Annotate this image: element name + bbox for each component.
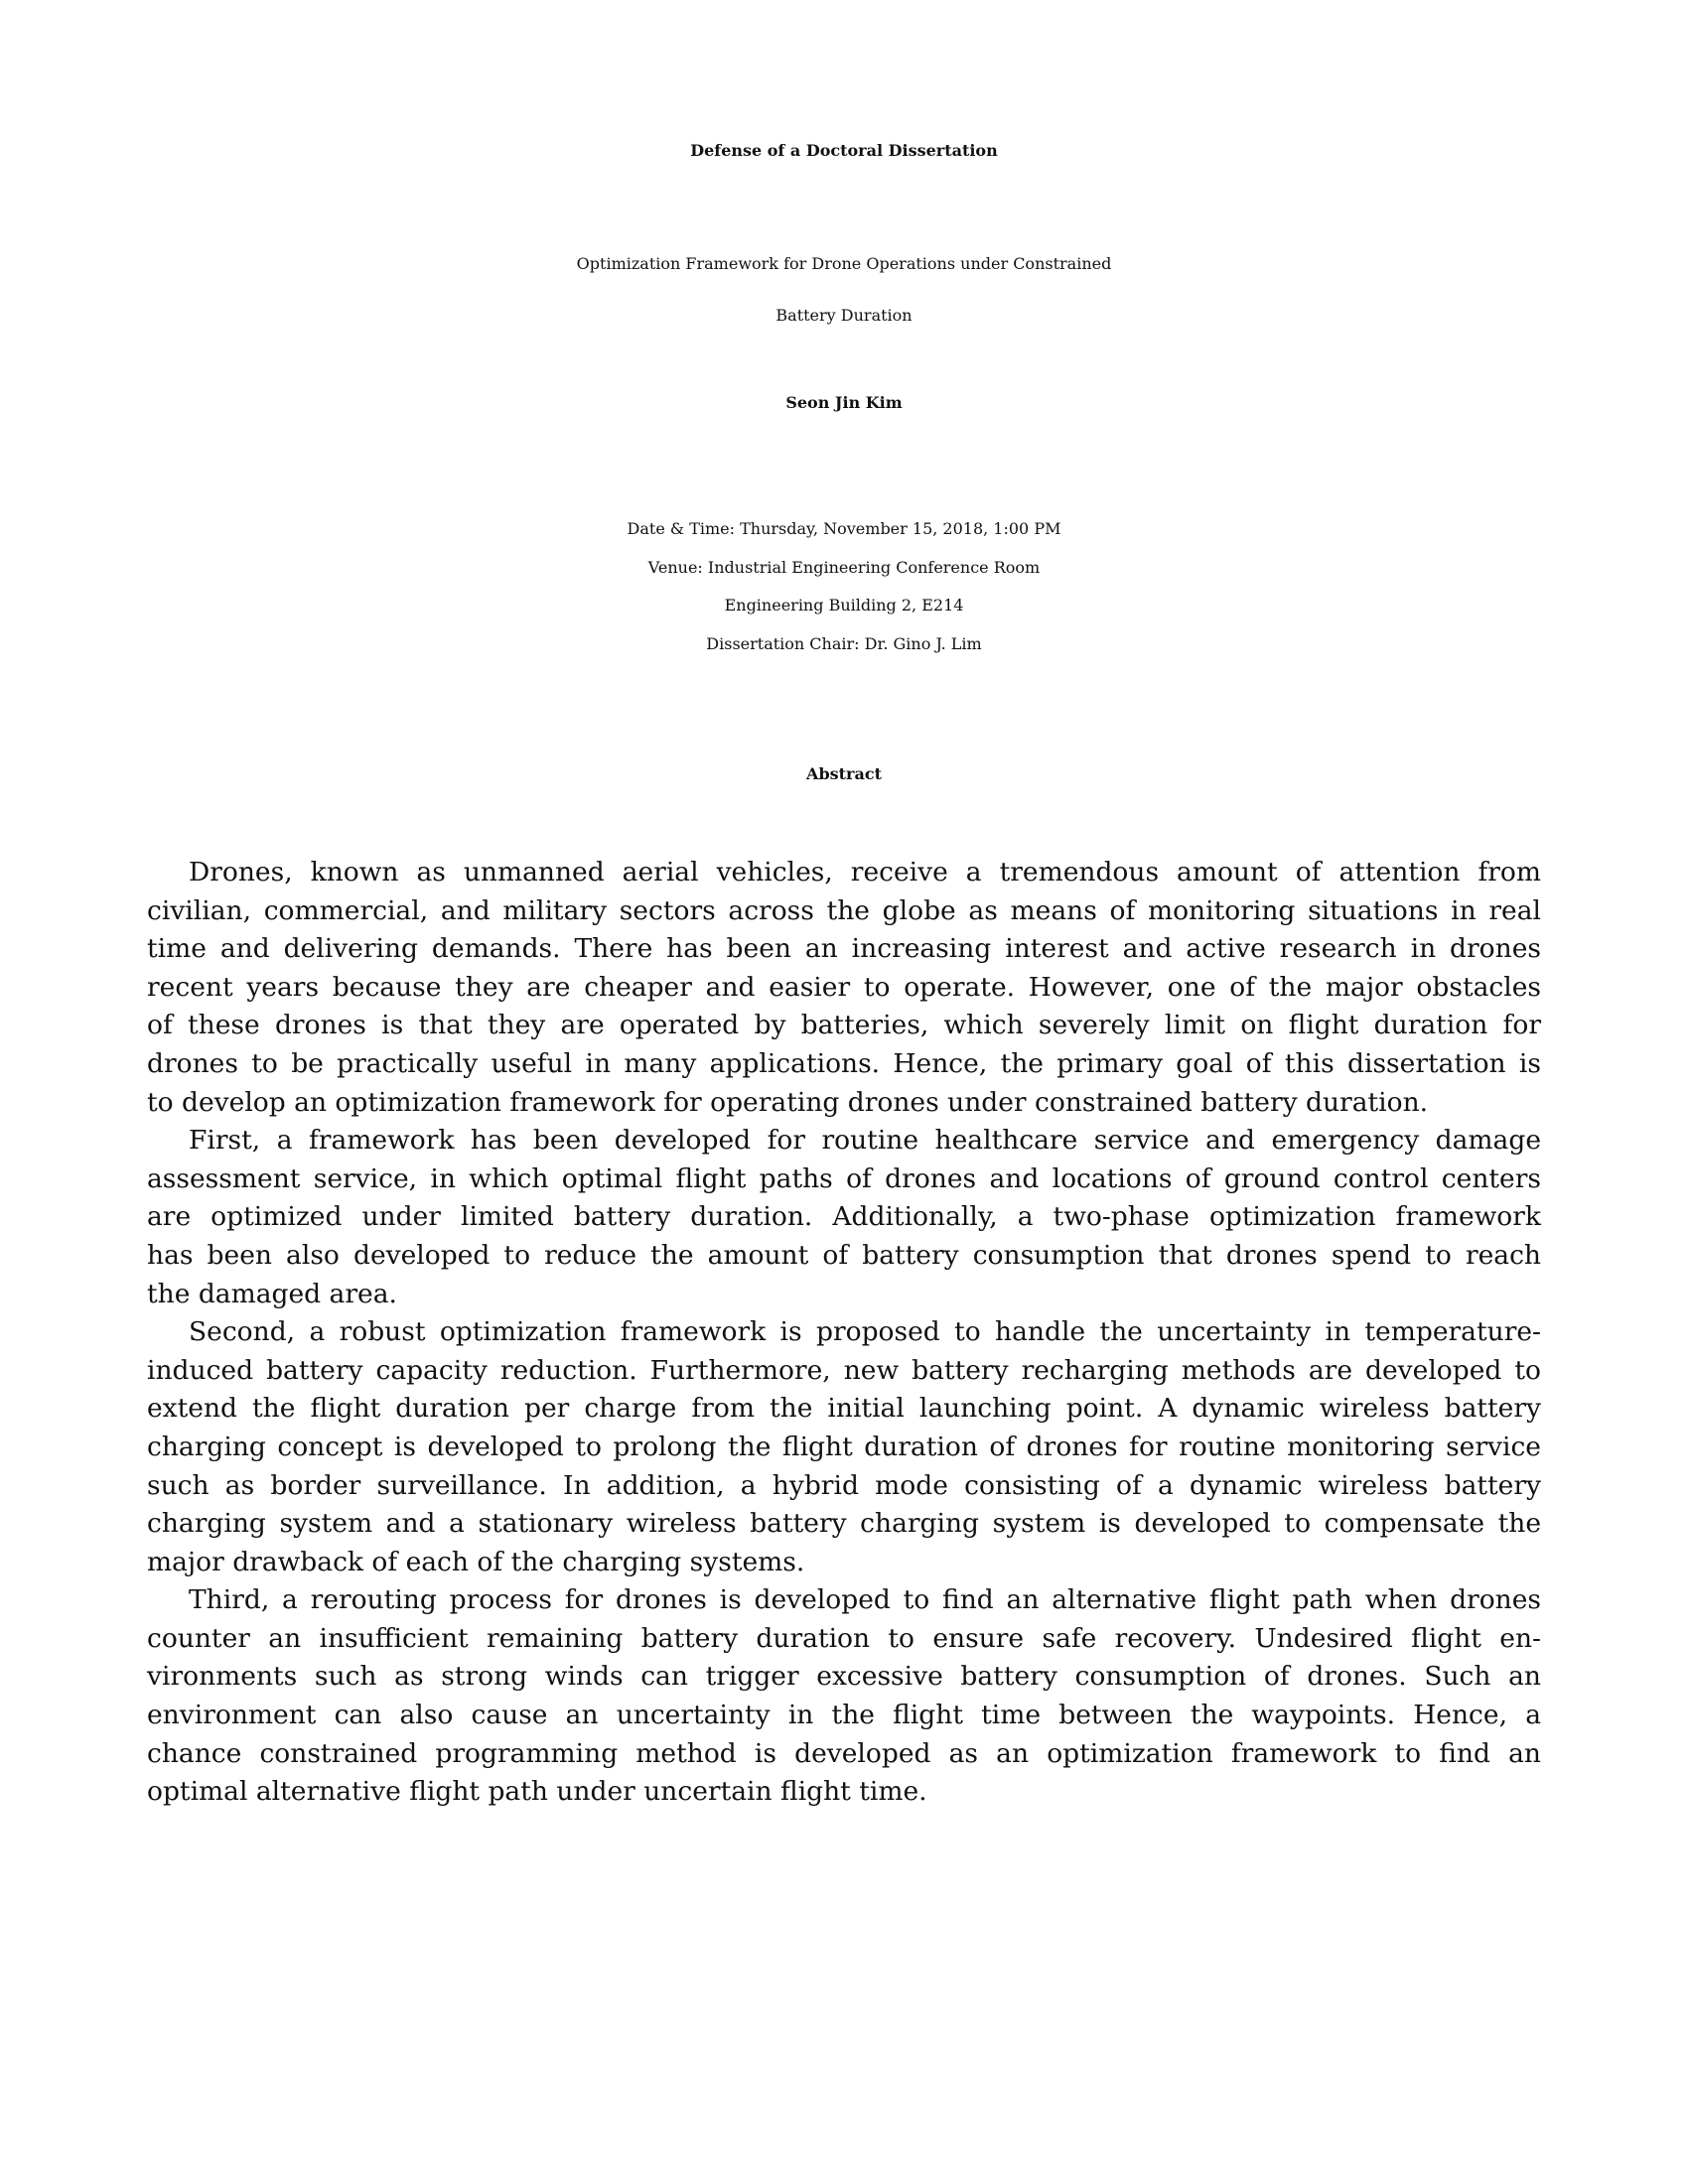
title-line: Battery Duration bbox=[775, 306, 913, 325]
paragraph-line: Drones, known as unmanned aerial vehicles, receive a tremendous amount of attention from bbox=[189, 857, 1541, 887]
paragraph-line: induced battery capacity reduction. Furthermore, new battery recharging methods are developed to bbox=[147, 1354, 1541, 1386]
document-kicker: Defense of a Doctoral Dissertation bbox=[690, 141, 998, 160]
author-name: Seon Jin Kim bbox=[785, 393, 903, 412]
paragraph-line: optimal alternative flight path under uncertain flight time. bbox=[147, 1776, 927, 1808]
dissertation-chair: Dissertation Chair: Dr. Gino J. Lim bbox=[706, 633, 982, 653]
paragraph-line: civilian, commercial, and military sectors across the globe as means of monitoring situations in real bbox=[147, 894, 1541, 926]
title-line: Optimization Framework for Drone Operations under Constrained bbox=[576, 254, 1112, 273]
paragraph-line: time and delivering demands. There has been an increasing interest and active research in drones bbox=[147, 933, 1541, 965]
event-info bbox=[0, 510, 1688, 663]
paragraph-line: the damaged area. bbox=[147, 1278, 397, 1309]
paragraph-line: drones to be practically useful in many applications. Hence, the primary goal of this dissertation is bbox=[147, 1047, 1541, 1079]
abstract-body bbox=[147, 854, 1541, 1812]
paragraph-line: Third, a rerouting process for drones is developed to find an alternative flight path when drones bbox=[189, 1584, 1541, 1616]
abstract-paragraph bbox=[147, 1122, 1541, 1313]
paragraph-line: assessment service, in which optimal flight paths of drones and locations of ground control centers bbox=[147, 1162, 1541, 1194]
building: Engineering Building 2, E214 bbox=[724, 596, 964, 614]
paragraph-line: environment can also cause an uncertainty in the flight time between the waypoints. Hence, a bbox=[147, 1700, 1541, 1731]
paragraph-line: charging system and a stationary wireless battery charging system is developed to compensate the bbox=[147, 1508, 1541, 1540]
paragraph-line: are optimized under limited battery duration. Additionally, a two-phase optimization framework bbox=[147, 1201, 1541, 1233]
paragraph-line: major drawback of each of the charging systems. bbox=[147, 1546, 805, 1577]
paragraph-line: extend the flight duration per charge from the initial launching point. A dynamic wireless battery bbox=[147, 1393, 1541, 1425]
abstract-paragraph bbox=[147, 854, 1541, 1122]
dissertation-title bbox=[0, 238, 1688, 341]
paragraph-line: First, a framework has been developed for routine healthcare service and emergency damage bbox=[189, 1125, 1541, 1157]
venue: Venue: Industrial Engineering Conference Room bbox=[647, 557, 1041, 577]
paragraph-line: recent years because they are cheaper and easier to operate. However, one of the major obstacles bbox=[147, 971, 1541, 1003]
paragraph-line: has been also developed to reduce the amount of battery consumption that drones spend to reach bbox=[147, 1239, 1541, 1271]
date-time: Date & Time: Thursday, November 15, 2018, 1:00 PM bbox=[627, 519, 1061, 538]
paragraph-line: such as border surveillance. In addition, a hybrid mode consisting of a dynamic wireless battery bbox=[147, 1469, 1541, 1501]
paragraph-line: vironments such as strong winds can trigger excessive battery consumption of drones. Such an bbox=[147, 1661, 1541, 1693]
paragraph-line: charging concept is developed to prolong the flight duration of drones for routine monitoring service bbox=[147, 1431, 1541, 1462]
paragraph-line: chance constrained programming method is developed as an optimization framework to find an bbox=[147, 1737, 1541, 1769]
abstract-heading: Abstract bbox=[806, 764, 882, 783]
abstract-paragraph bbox=[147, 1313, 1541, 1581]
paragraph-line: of these drones is that they are operated by batteries, which severely limit on flight duration for bbox=[147, 1010, 1541, 1041]
paragraph-line: to develop an optimization framework for operating drones under constrained battery duration. bbox=[147, 1086, 1429, 1118]
abstract-paragraph bbox=[147, 1581, 1541, 1812]
paragraph-line: counter an insufficient remaining battery duration to ensure safe recovery. Undesired flight en- bbox=[147, 1622, 1541, 1654]
paragraph-line: Second, a robust optimization framework is proposed to handle the uncertainty in temperature- bbox=[189, 1316, 1541, 1348]
